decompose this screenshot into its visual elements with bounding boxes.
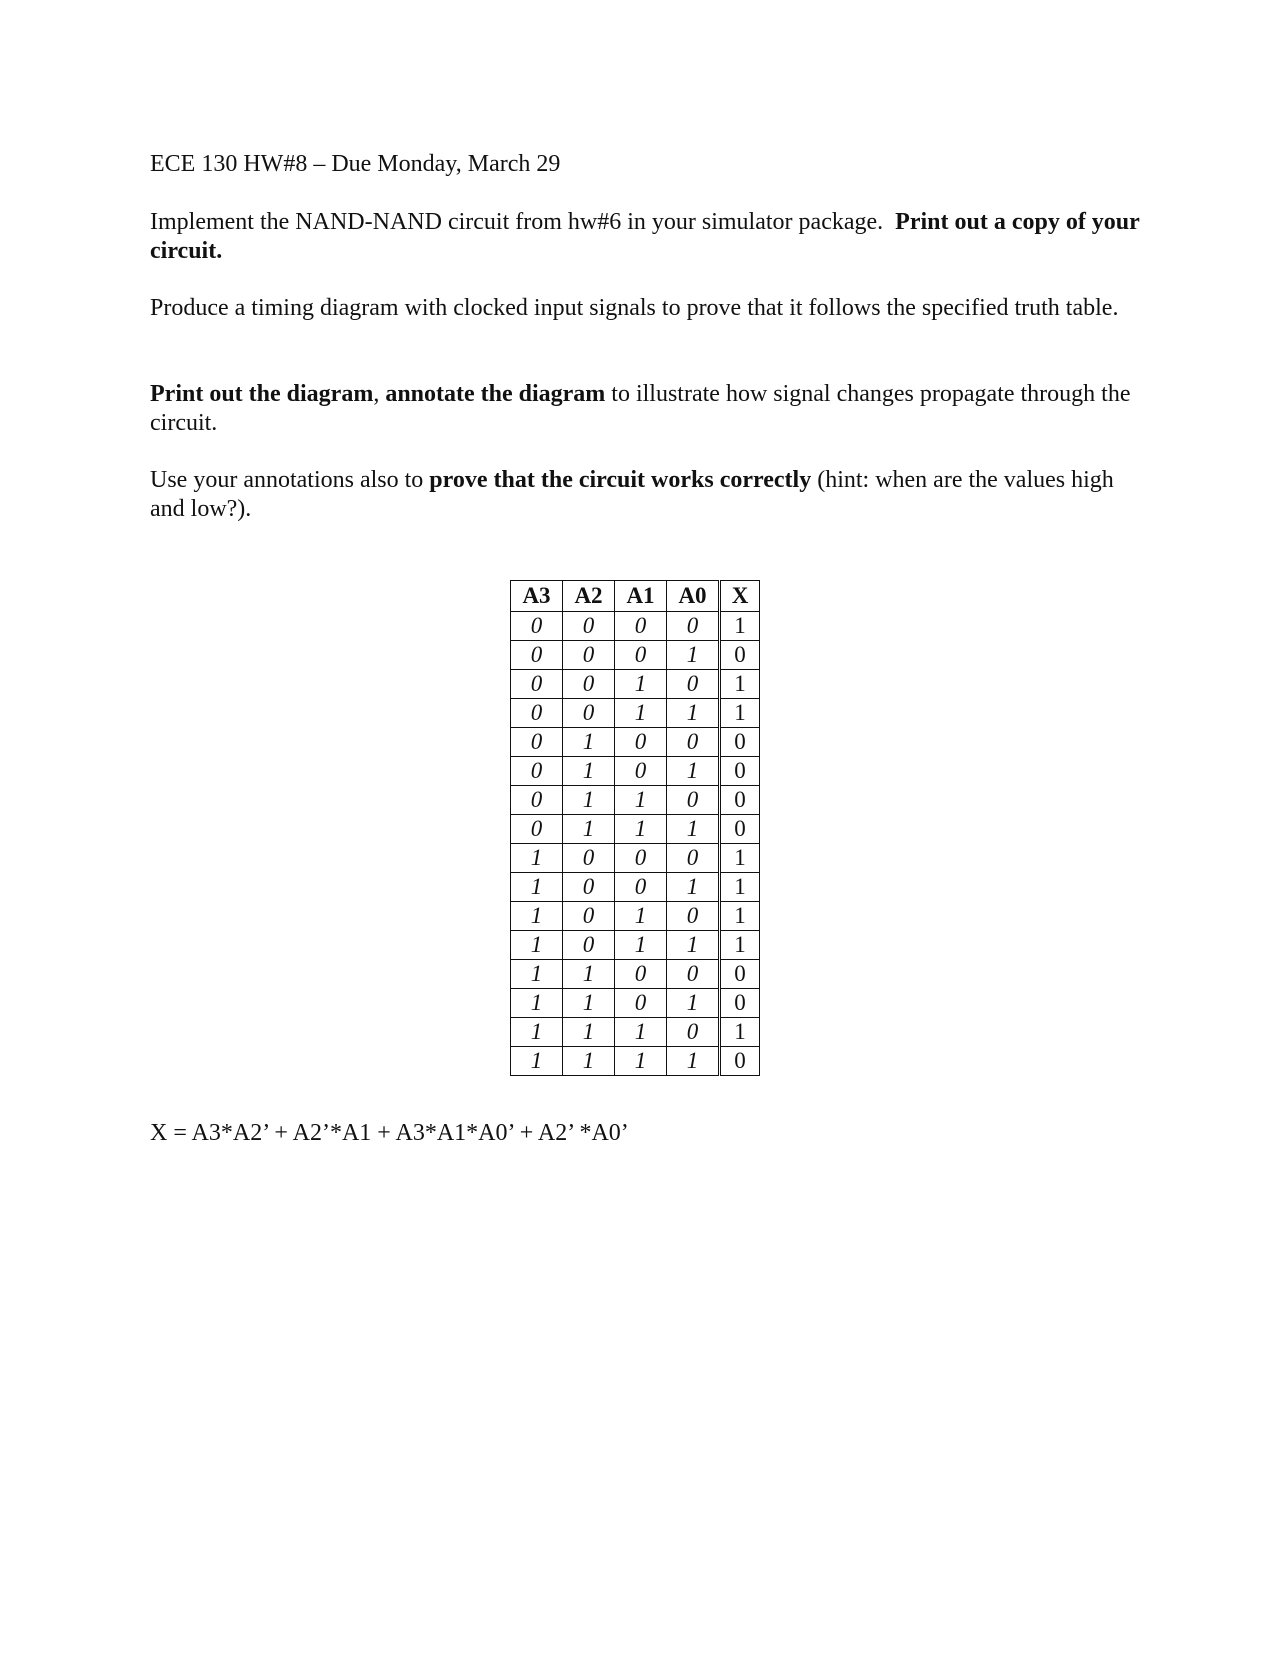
header-a0: A0 — [667, 581, 720, 612]
cell-a2: 1 — [563, 960, 615, 989]
cell-x: 1 — [720, 931, 760, 960]
cell-a1: 0 — [615, 873, 667, 902]
truth-table-body — [511, 612, 760, 1076]
instruction-paragraph-1 — [150, 208, 1140, 266]
instruction-paragraph-2 — [150, 294, 1140, 323]
cell-a1: 0 — [615, 960, 667, 989]
cell-x: 1 — [720, 699, 760, 728]
cell-a2: 1 — [563, 1047, 615, 1076]
cell-x: 0 — [720, 728, 760, 757]
cell-a3: 1 — [511, 1018, 563, 1047]
cell-a2: 1 — [563, 989, 615, 1018]
cell-a0: 1 — [667, 1047, 720, 1076]
cell-a0: 0 — [667, 728, 720, 757]
cell-a3: 0 — [511, 641, 563, 670]
cell-a3: 1 — [511, 902, 563, 931]
cell-a1: 0 — [615, 844, 667, 873]
cell-a3: 0 — [511, 699, 563, 728]
truth-table — [510, 580, 760, 1076]
cell-a1: 0 — [615, 989, 667, 1018]
table-row — [511, 815, 760, 844]
cell-a2: 0 — [563, 931, 615, 960]
cell-a2: 0 — [563, 612, 615, 641]
instruction-3-bold-print: Print out the diagram — [150, 381, 374, 407]
cell-x: 0 — [720, 757, 760, 786]
cell-a3: 1 — [511, 960, 563, 989]
cell-a3: 1 — [511, 931, 563, 960]
instruction-4-pre: Use your annotations also to — [150, 467, 430, 493]
cell-x: 0 — [720, 786, 760, 815]
cell-a2: 1 — [563, 786, 615, 815]
cell-x: 1 — [720, 844, 760, 873]
instruction-3-text: to illustrate how signal changes propagate through the circuit. — [150, 381, 1131, 436]
cell-x: 0 — [720, 960, 760, 989]
cell-a1: 1 — [615, 699, 667, 728]
cell-x: 1 — [720, 902, 760, 931]
cell-a3: 0 — [511, 786, 563, 815]
cell-x: 1 — [720, 1018, 760, 1047]
cell-a0: 0 — [667, 612, 720, 641]
cell-x: 0 — [720, 989, 760, 1018]
cell-a0: 0 — [667, 902, 720, 931]
table-row — [511, 641, 760, 670]
cell-x: 0 — [720, 815, 760, 844]
header-a1: A1 — [615, 581, 667, 612]
cell-a0: 0 — [667, 844, 720, 873]
cell-x: 0 — [720, 1047, 760, 1076]
cell-a3: 1 — [511, 989, 563, 1018]
cell-a1: 1 — [615, 1047, 667, 1076]
table-row — [511, 728, 760, 757]
cell-a3: 1 — [511, 1047, 563, 1076]
cell-a0: 1 — [667, 815, 720, 844]
cell-a1: 1 — [615, 815, 667, 844]
table-row — [511, 931, 760, 960]
cell-a3: 0 — [511, 612, 563, 641]
cell-a0: 1 — [667, 931, 720, 960]
cell-a1: 1 — [615, 931, 667, 960]
instruction-paragraph-4 — [150, 466, 1140, 524]
cell-a3: 0 — [511, 728, 563, 757]
cell-x: 1 — [720, 670, 760, 699]
table-row — [511, 1047, 760, 1076]
cell-a2: 0 — [563, 902, 615, 931]
instruction-paragraph-3 — [150, 380, 1140, 438]
cell-a2: 1 — [563, 1018, 615, 1047]
cell-a0: 0 — [667, 670, 720, 699]
table-row — [511, 786, 760, 815]
instruction-4-post: (hint: when are the values high and low?). — [150, 467, 1114, 522]
cell-a0: 0 — [667, 1018, 720, 1047]
page-title: ECE 130 HW#8 – Due Monday, March 29 — [150, 151, 561, 177]
cell-a0: 1 — [667, 989, 720, 1018]
table-row — [511, 612, 760, 641]
cell-a1: 1 — [615, 670, 667, 699]
table-row — [511, 670, 760, 699]
cell-a2: 1 — [563, 757, 615, 786]
instruction-4-bold: prove that the circuit works correctly — [429, 467, 812, 493]
table-row — [511, 960, 760, 989]
cell-a0: 0 — [667, 960, 720, 989]
instruction-1-bold: Print out a copy of your circuit. — [150, 209, 1140, 264]
cell-a1: 0 — [615, 728, 667, 757]
instruction-3-bold-annotate: annotate the diagram — [385, 381, 606, 407]
cell-x: 0 — [720, 641, 760, 670]
table-row — [511, 902, 760, 931]
cell-a0: 1 — [667, 873, 720, 902]
header-a2: A2 — [563, 581, 615, 612]
table-row — [511, 1018, 760, 1047]
cell-a3: 0 — [511, 670, 563, 699]
cell-a2: 1 — [563, 815, 615, 844]
table-row — [511, 699, 760, 728]
cell-a2: 0 — [563, 873, 615, 902]
cell-a1: 1 — [615, 902, 667, 931]
instruction-2-text: Produce a timing diagram with clocked input signals to prove that it follows the specified truth table. — [150, 295, 1119, 321]
cell-a2: 0 — [563, 844, 615, 873]
cell-a3: 1 — [511, 873, 563, 902]
truth-table-header-row — [511, 581, 760, 612]
cell-a0: 1 — [667, 699, 720, 728]
cell-a1: 0 — [615, 757, 667, 786]
instruction-1-text: Implement the NAND-NAND circuit from hw#6 in your simulator package. — [150, 209, 884, 235]
cell-a1: 1 — [615, 1018, 667, 1047]
instruction-3-separator: , — [373, 381, 386, 407]
cell-x: 1 — [720, 873, 760, 902]
table-row — [511, 989, 760, 1018]
boolean-equation: X = A3*A2’ + A2’*A1 + A3*A1*A0’ + A2’ *A0’ — [150, 1120, 629, 1146]
cell-a3: 1 — [511, 844, 563, 873]
cell-a2: 0 — [563, 641, 615, 670]
cell-a0: 1 — [667, 757, 720, 786]
table-row — [511, 873, 760, 902]
cell-a3: 0 — [511, 815, 563, 844]
cell-a2: 0 — [563, 699, 615, 728]
cell-a1: 1 — [615, 786, 667, 815]
header-x: X — [720, 581, 760, 612]
table-row — [511, 844, 760, 873]
table-row — [511, 757, 760, 786]
cell-a3: 0 — [511, 757, 563, 786]
cell-a0: 0 — [667, 786, 720, 815]
cell-a1: 0 — [615, 612, 667, 641]
cell-x: 1 — [720, 612, 760, 641]
cell-a0: 1 — [667, 641, 720, 670]
cell-a1: 0 — [615, 641, 667, 670]
header-a3: A3 — [511, 581, 563, 612]
cell-a2: 0 — [563, 670, 615, 699]
cell-a2: 1 — [563, 728, 615, 757]
